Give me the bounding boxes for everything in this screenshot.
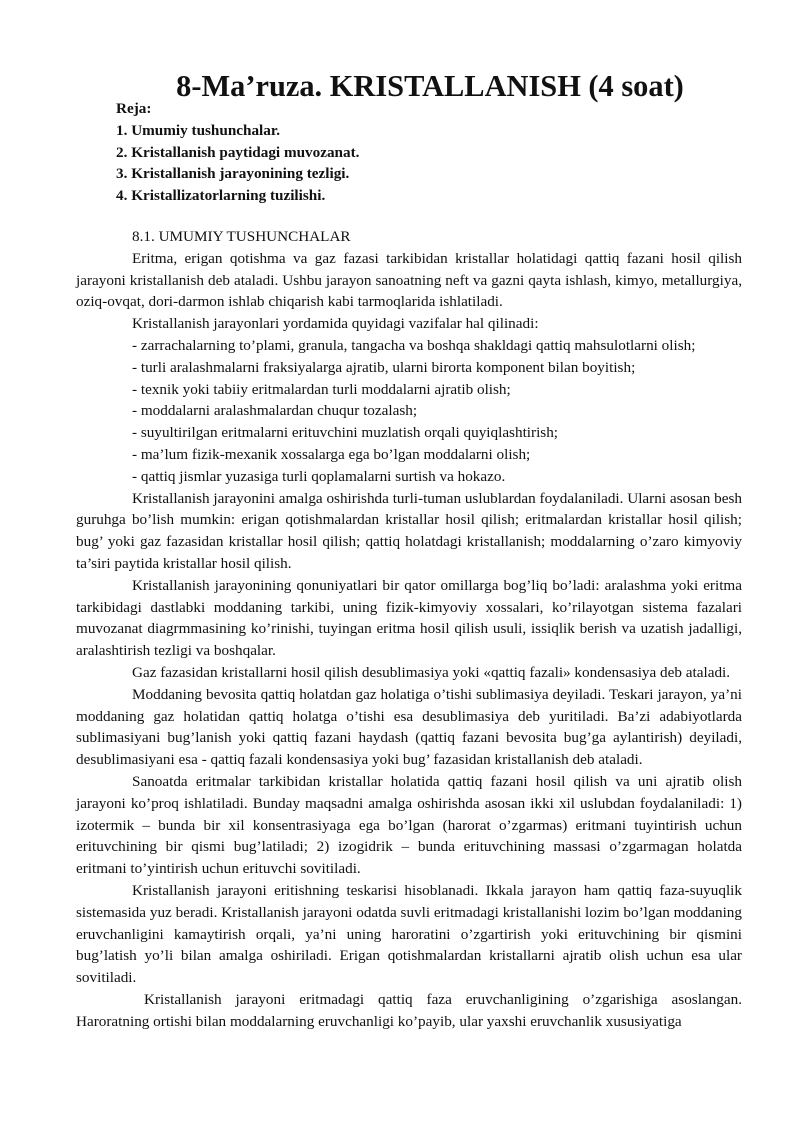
task-item: - moddalarni aralashmalardan chuqur tozalash; bbox=[132, 402, 418, 420]
paragraph: Kristallanish jarayoni eritishning teskarisi hisoblanadi. Ikkala jarayon ham qattiq faza-suyuqlik sistemasida yuz beradi. Kristallanish jarayoni odatda suvli eritmadagi kristallanishi lozim bo’lgan moddaning eruvchanligini kamaytirish orqali, ya’ni uning haroratini o’zgartirish yoki erituvchining bir qismini bug’latish yo’li bilan amalga oshiriladi. Erigan qotishmalardan kristallarni ajratib olish uchun esa ular sovitiladi. bbox=[76, 881, 742, 987]
lecture-body bbox=[76, 226, 742, 1032]
paragraph: Kristallanish jarayoni eritmadagi qattiq faza eruvchanligining o’zgarishiga asoslangan. Haroratning ortishi bilan moddalarning eruvchanligi ko’payib, ular yaxshi eruvchanlik xususiyatiga bbox=[76, 990, 742, 1030]
paragraph: Sanoatda eritmalar tarkibidan kristallar holatida qattiq fazani hosil qilish va uni ajratib olish jarayoni ko’proq ishlatiladi. Bunday maqsadni amalga oshirishda asosan ikki xil uslubdan foydalaniladi: 1) izotermik – bunda bir xil konsentrasiyaga ega bo’lgan (harorat o’zgarmas) eritmani tuyintirish uchun erituvchining bir qismi bug’latiladi; 2) izogidrik – bunda erituvchining massasi o’zgarmagan holatda eritmani to’yintirish uchun erituvchi sovitiladi. bbox=[76, 772, 742, 878]
paragraph: Kristallanish jarayonining qonuniyatlari bir qator omillarga bog’liq bo’ladi: aralashma yoki eritma tarkibidagi dastlabki moddaning tarkibi, uning fizik-kimyoviy xossalari, ko’rilayotgan sistema fazalari muvozanat diagrmmasining ko’rinishi, tuyingan eritma hosil qilish usuli, issiqlik berish va uzatish jadalligi, aralashtirish tezligi va boshqalar. bbox=[76, 576, 742, 660]
paragraph: Gaz fazasidan kristallarni hosil qilish desublimasiya yoki «qattiq fazali» kondensasiya deb ataladi. bbox=[132, 663, 731, 681]
task-item: - ma’lum fizik-mexanik xossalarga ega bo’lgan moddalarni olish; bbox=[132, 445, 531, 463]
lecture-plan bbox=[116, 98, 359, 207]
plan-item: 1. Umumiy tushunchalar. bbox=[116, 121, 281, 139]
section-heading: 8.1. UMUMIY TUSHUNCHALAR bbox=[132, 228, 351, 245]
plan-item: 3. Kristallanish jarayonining tezligi. bbox=[116, 165, 350, 183]
plan-item: 4. Kristallizatorlarning tuzilishi. bbox=[116, 187, 326, 205]
plan-heading: Reja: bbox=[116, 100, 152, 117]
task-item: - suyultirilgan eritmalarni erituvchini muzlatish orqali quyiqlashtirish; bbox=[132, 424, 559, 442]
lecture-title: 8-Ma’ruza. KRISTALLANISH (4 soat) bbox=[176, 69, 684, 103]
paragraph: Eritma, erigan qotishma va gaz fazasi tarkibidan kristallar holatidagi qattiq fazani hosil qilish jarayoni kristallanish deb ataladi. Ushbu jarayon sanoatning neft va gazni qayta ishlash, kimyo, metallurgiya, oziq-ovqat, dori-darmon ishlab chiqarish kabi tarmoqlarida ishlatiladi. bbox=[76, 249, 742, 311]
task-item: - zarrachalarning to’plami, granula, tangacha va boshqa shakldagi qattiq mahsulotlarni olish; bbox=[132, 336, 696, 354]
paragraph: Kristallanish jarayonini amalga oshirishda turli-tuman uslublardan foydalaniladi. Ularni asosan besh guruhga bo’lish mumkin: erigan qotishmalardan kristallar hosil qilish; eritmalardan kristallar hosil qilish; bug’ yoki gaz fazasidan kristallar hosil qilish; qattiq holatdagi kristallanish; moddalarning o’zaro kimyoviy ta’siri paytida kristallar hosil qilish. bbox=[76, 489, 742, 572]
task-item: - turli aralashmalarni fraksiyalarga ajratib, ularni birorta komponent bilan boyitish; bbox=[132, 358, 636, 376]
task-item: - qattiq jismlar yuzasiga turli qoplamalarni surtish va hokazo. bbox=[132, 467, 506, 485]
paragraph: Moddaning bevosita qattiq holatdan gaz holatiga o’tishi sublimasiya deyiladi. Teskari jarayon, ya’ni moddaning gaz holatidan qattiq holatga o’tishi esa desublimasiya deb yuritiladi. Ba’zi adabiyotlarda sublimasiyani bug’lanish yoki qattiq fazani haydash (qattiq fazani bevosita bug’ga aylantirish) deyiladi, desublimasiyani esa - qattiq fazali kondensasiya yoki bug’ fazasidan kristallanish deb ataladi. bbox=[76, 685, 742, 769]
paragraph: Kristallanish jarayonlari yordamida quyidagi vazifalar hal qilinadi: bbox=[132, 315, 539, 333]
task-item: - texnik yoki tabiiy eritmalardan turli moddalarni ajratib olish; bbox=[132, 380, 511, 398]
plan-item: 2. Kristallanish paytidagi muvozanat. bbox=[116, 143, 360, 161]
